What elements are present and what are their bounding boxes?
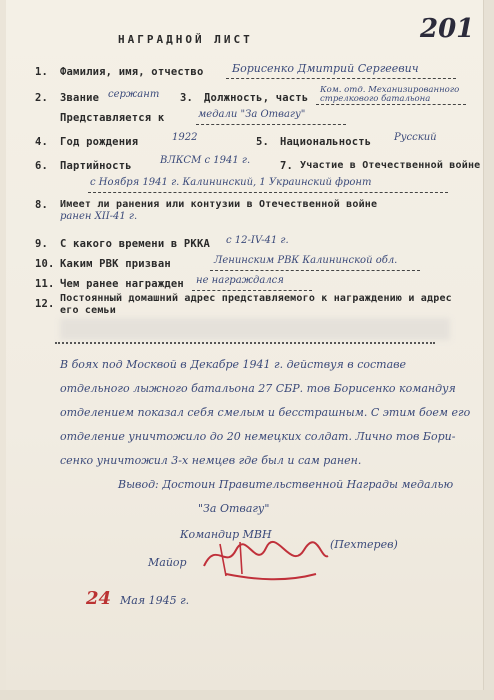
signature-rank: Майор xyxy=(148,556,187,569)
date-day: 24 xyxy=(86,588,112,609)
row11-value: не награждался xyxy=(196,275,284,286)
row3-num: 3. xyxy=(180,92,194,104)
row10-num: 10. xyxy=(35,258,55,270)
row1-num: 1. xyxy=(35,66,49,78)
row10-label: Каким РВК призван xyxy=(60,258,171,270)
row1-label: Фамилия, имя, отчество xyxy=(60,66,204,78)
row2-label: Звание xyxy=(60,92,100,104)
row8-label: Имеет ли ранения или контузии в Отечественной войне xyxy=(60,199,378,210)
signature-name: (Пехтерев) xyxy=(330,538,398,551)
narrative-line-4: отделение уничтожило до 20 немецких солдат. Лично тов Бори- xyxy=(60,430,456,443)
row9-label: С какого времени в РККА xyxy=(60,238,210,250)
row9-value: с 12-IV-41 г. xyxy=(226,235,289,246)
narrative-conclusion: Вывод: Достоин Правительственной Награды медалью xyxy=(118,478,454,491)
row5-num: 5. xyxy=(256,136,270,148)
row10-value: Ленинским РВК Калининской обл. xyxy=(214,255,398,266)
row11-underline xyxy=(192,290,312,291)
row7-value: с Ноября 1941 г. Калининский, 1 Украинский фронт xyxy=(90,177,372,188)
redacted-address xyxy=(60,318,450,340)
row-award-label: Представляется к xyxy=(60,112,165,124)
dotted-separator xyxy=(55,342,435,344)
row11-label: Чем ранее награжден xyxy=(60,278,184,290)
row11-num: 11. xyxy=(35,278,55,290)
row4-num: 4. xyxy=(35,136,49,148)
row4-label: Год рождения xyxy=(60,136,139,148)
row2-value: сержант xyxy=(108,89,160,100)
row1-underline xyxy=(226,78,456,79)
row8-num: 8. xyxy=(35,199,49,211)
row6-num: 6. xyxy=(35,160,49,172)
row7-label: Участие в Отечественной войне xyxy=(300,160,481,171)
row-award-value: медали "За Отвагу" xyxy=(198,109,306,120)
document-title: НАГРАДНОЙ ЛИСТ xyxy=(118,33,253,46)
row1-value: Борисенко Дмитрий Сергеевич xyxy=(232,62,419,75)
narrative-line-5: сенко уничтожил 3-х немцев где был и сам ранен. xyxy=(60,454,362,467)
signature-role: Командир МВН xyxy=(180,528,272,541)
row10-underline xyxy=(210,270,420,271)
paper-edge-left xyxy=(0,0,6,700)
row12-num: 12. xyxy=(35,298,55,310)
narrative-award: "За Отвагу" xyxy=(198,502,270,515)
handwritten-signature xyxy=(196,530,336,590)
row6-value: ВЛКСМ с 1941 г. xyxy=(160,155,251,166)
row3-underline xyxy=(316,104,466,105)
row5-value: Русский xyxy=(394,132,437,143)
row8-value: ранен XII-41 г. xyxy=(60,211,138,222)
date-rest: Мая 1945 г. xyxy=(120,594,190,607)
row4-value: 1922 xyxy=(172,132,198,143)
page-number: 201 xyxy=(420,14,475,44)
row3-value: Ком. отд. Механизированного стрелкового батальона xyxy=(320,85,460,104)
row9-num: 9. xyxy=(35,238,49,250)
narrative-line-3: отделением показал себя смелым и бесстрашным. С этим боем его xyxy=(60,406,471,419)
row-award-underline xyxy=(196,124,346,125)
narrative-line-1: В боях под Москвой в Декабре 1941 г. действуя в составе xyxy=(60,358,407,371)
row7-num: 7. xyxy=(280,160,294,172)
paper-edge-right xyxy=(483,0,494,700)
row3-label: Должность, часть xyxy=(204,92,309,104)
row12-label: Постоянный домашний адрес представляемого к награждению и адрес его семьи xyxy=(60,293,452,316)
row7-underline xyxy=(88,192,448,193)
row6-label: Партийность xyxy=(60,160,132,172)
row2-num: 2. xyxy=(35,92,49,104)
paper-edge-bottom xyxy=(0,690,494,700)
narrative-line-2: отдельного лыжного батальона 27 СБР. тов Борисенко командуя xyxy=(60,382,456,395)
row5-label: Национальность xyxy=(280,136,372,148)
